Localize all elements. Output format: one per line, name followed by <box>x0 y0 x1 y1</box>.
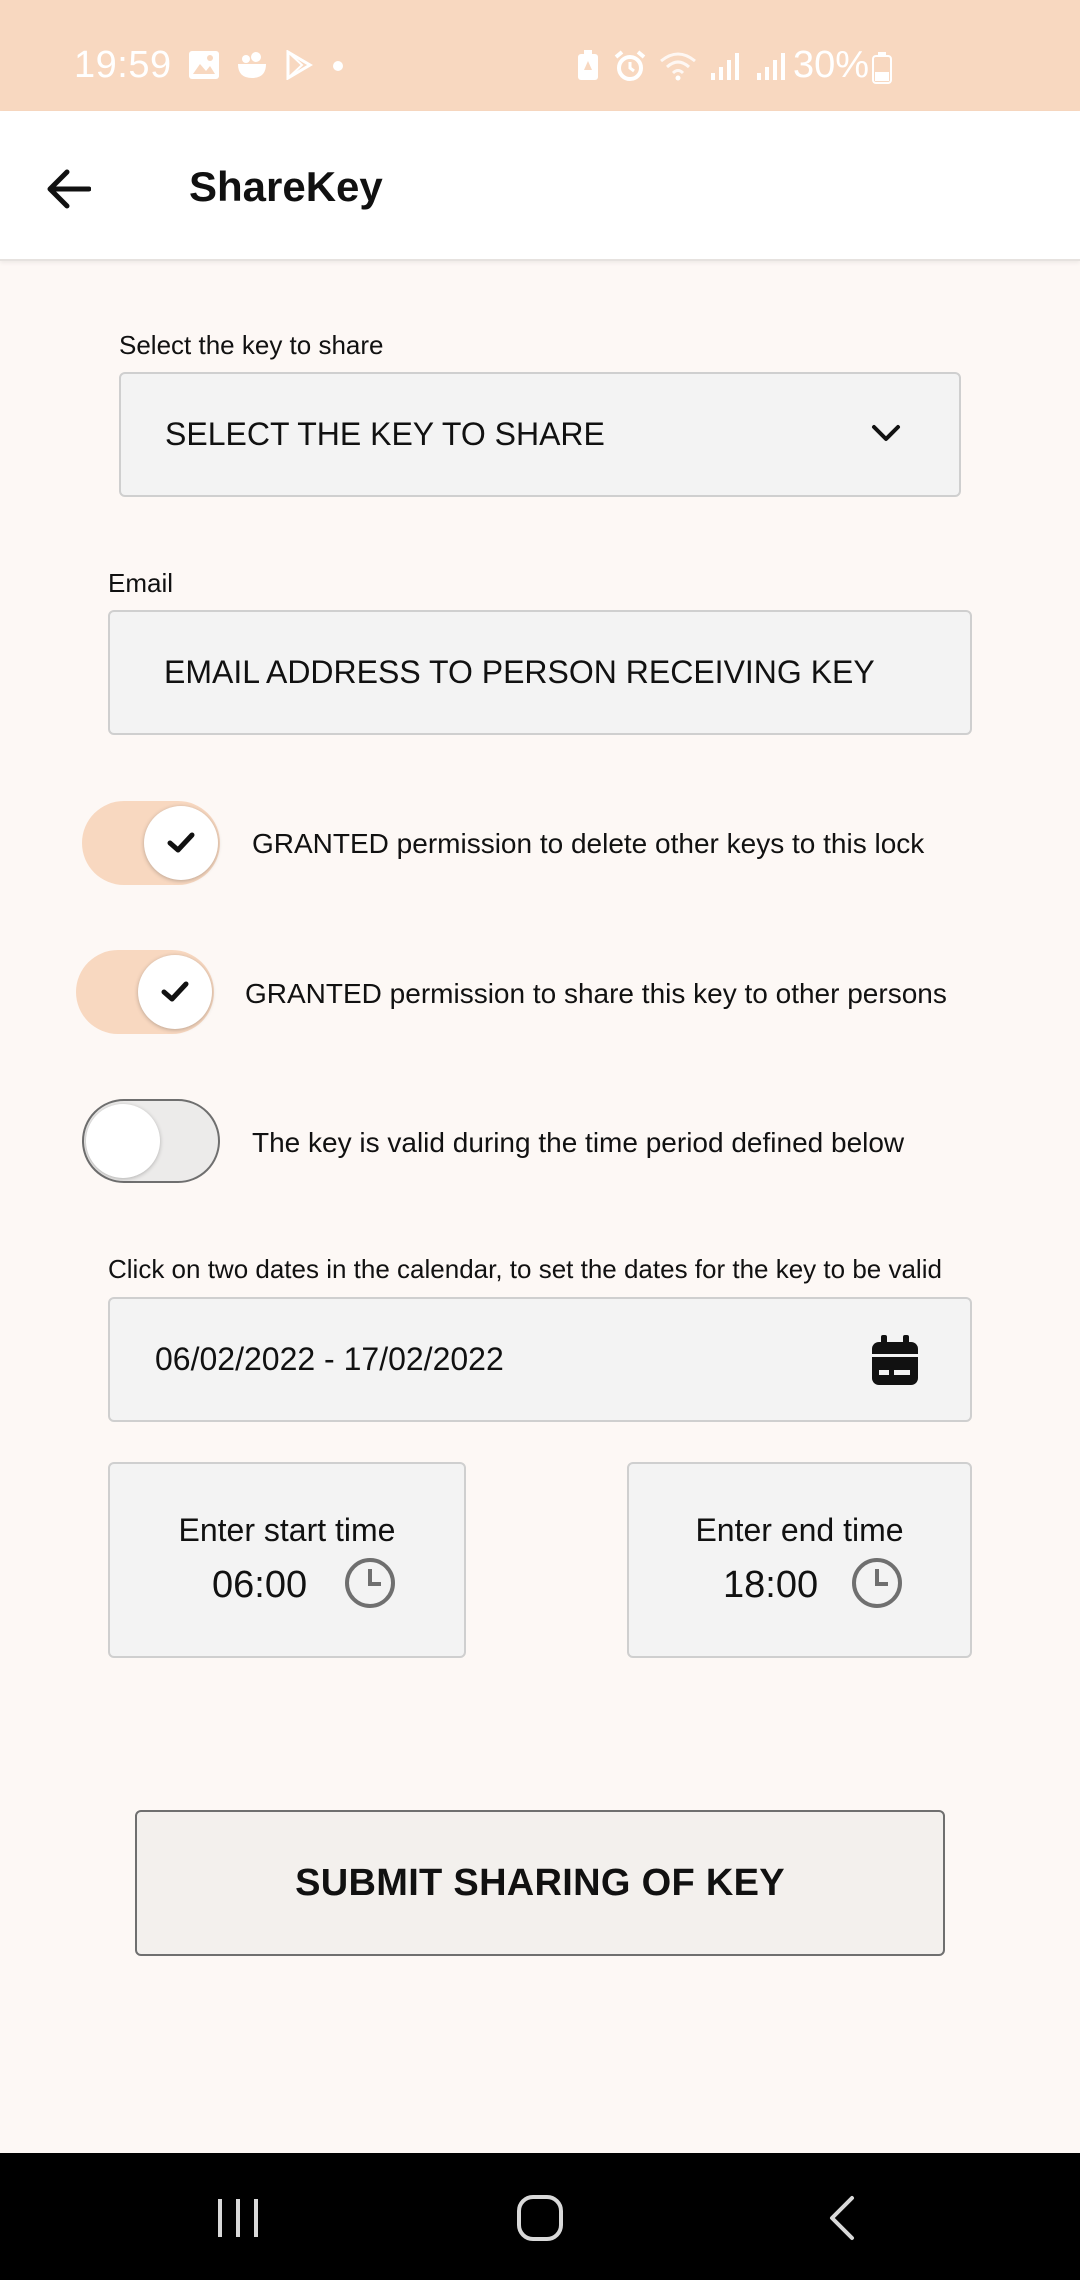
start-time-title: Enter start time <box>178 1512 396 1548</box>
app-bar <box>0 111 1080 261</box>
notification-icons <box>188 50 348 80</box>
chevron-down-icon <box>871 424 901 444</box>
recents-button[interactable] <box>198 2183 278 2253</box>
system-nav-bar <box>0 2153 1080 2280</box>
signal-icon <box>709 51 743 81</box>
cloud-icon <box>234 50 270 80</box>
calendar-icon[interactable] <box>870 1335 920 1387</box>
toggle-knob <box>138 955 212 1029</box>
toggle-knob <box>144 806 218 880</box>
nav-back-button[interactable] <box>802 2183 882 2253</box>
dot-icon <box>328 50 348 80</box>
status-time: 19:59 <box>74 44 172 86</box>
signal-icon <box>755 51 789 81</box>
status-bar <box>0 0 1080 111</box>
email-label: Email <box>108 568 174 598</box>
time-period-toggle[interactable] <box>82 1099 220 1183</box>
end-time-value: 18:00 <box>723 1564 819 1606</box>
clock-icon <box>850 1556 904 1610</box>
wifi-icon <box>659 51 697 81</box>
date-range-value: 06/02/2022 - 17/02/2022 <box>155 1341 504 1377</box>
share-permission-toggle[interactable] <box>76 950 214 1034</box>
email-field[interactable] <box>108 610 972 735</box>
chevron-left-icon <box>826 2195 858 2241</box>
arrow-left-icon <box>45 169 91 209</box>
play-store-icon <box>284 50 314 80</box>
page-title: ShareKey <box>189 163 383 210</box>
share-permission-label: GRANTED permission to share this key to other persons <box>245 978 947 1009</box>
key-select-label: Select the key to share <box>119 330 384 360</box>
check-icon <box>167 832 195 854</box>
delete-permission-toggle[interactable] <box>82 801 220 885</box>
battery-percent: 30% <box>793 44 870 86</box>
submit-button[interactable]: SUBMIT SHARING OF KEY <box>135 1810 945 1956</box>
battery-saver-icon <box>575 50 601 82</box>
date-range-field[interactable] <box>108 1297 972 1422</box>
home-button[interactable] <box>500 2183 580 2253</box>
start-time-picker[interactable] <box>108 1462 466 1658</box>
toggle-knob <box>86 1104 160 1178</box>
recents-icon <box>214 2197 262 2239</box>
start-time-value: 06:00 <box>212 1564 308 1606</box>
clock-icon <box>343 1556 397 1610</box>
back-button[interactable] <box>36 157 100 221</box>
time-period-label: The key is valid during the time period defined below <box>252 1127 905 1158</box>
system-icons <box>575 50 789 82</box>
battery-icon <box>870 52 894 84</box>
end-time-picker[interactable] <box>627 1462 972 1658</box>
key-select-value: SELECT THE KEY TO SHARE <box>165 416 605 452</box>
check-icon <box>161 981 189 1003</box>
gallery-icon <box>188 50 220 80</box>
end-time-title: Enter end time <box>695 1512 904 1548</box>
home-icon <box>515 2193 565 2243</box>
email-placeholder: EMAIL ADDRESS TO PERSON RECEIVING KEY <box>164 654 875 690</box>
date-range-label: Click on two dates in the calendar, to set the dates for the key to be valid <box>108 1254 942 1284</box>
delete-permission-label: GRANTED permission to delete other keys to this lock <box>252 828 925 859</box>
key-select-dropdown[interactable] <box>119 372 961 497</box>
alarm-icon <box>613 50 647 82</box>
